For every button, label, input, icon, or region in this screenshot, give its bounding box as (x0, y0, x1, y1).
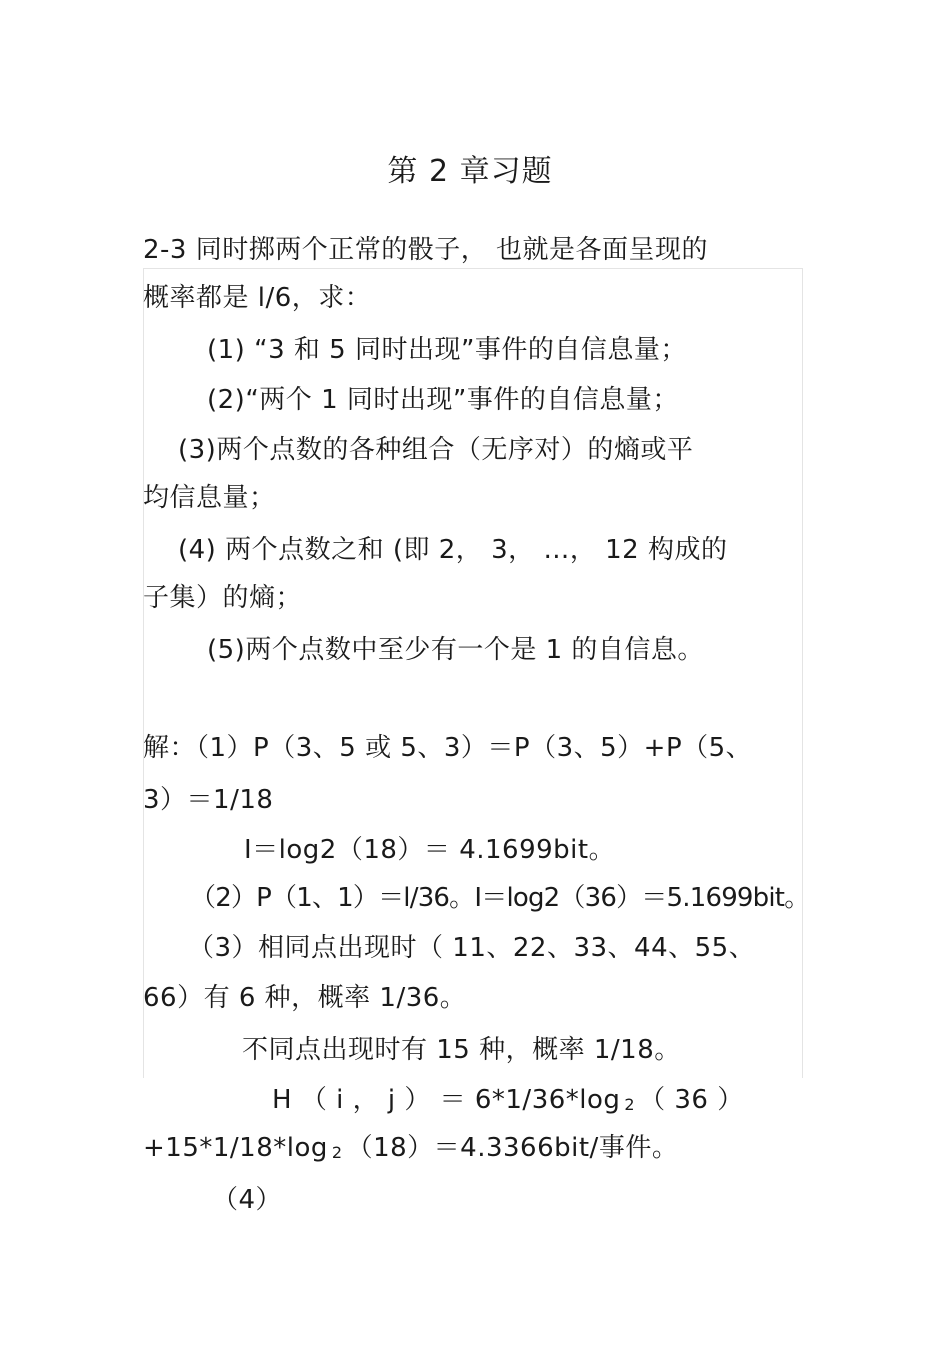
solution-3-line-5 (143, 1132, 678, 1169)
formula-h-tail: （ 36 ） (639, 1085, 744, 1115)
solution-1-line-1: 解：（1）P（3、5 或 5、3）＝P（3、5）+P（5、 (143, 733, 753, 763)
question-4-line-1: (4) 两个点数之和 (即 2， 3， …， 12 构成的 (178, 535, 728, 565)
solution-1-line-3: I＝log2（18）＝ 4.1699bit。 (244, 835, 616, 865)
solution-3-line-1: （3）相同点出现时（ 11、22、33、44、55、 (188, 933, 756, 963)
question-3-line-1: (3)两个点数的各种组合（无序对）的熵或平 (178, 435, 694, 465)
problem-line-2: 概率都是 l/6，求： (143, 283, 372, 313)
question-5: (5)两个点数中至少有一个是 1 的自信息。 (207, 635, 704, 665)
question-3-line-2: 均信息量； (143, 483, 276, 513)
formula-h-part: H （ i ， j ） ＝ 6*1/36*log (272, 1085, 621, 1115)
solution-3-line-4 (272, 1084, 744, 1121)
solution-1-line-2: 3）＝1/18 (143, 785, 274, 815)
formula-sum-tail: （18）＝4.3366bit/事件。 (346, 1133, 679, 1163)
log-subscript: 2 (624, 1095, 636, 1114)
solution-3-line-3: 不同点出现时有 15 种，概率 1/18。 (242, 1035, 681, 1065)
log-subscript-2: 2 (331, 1143, 343, 1162)
solution-2: （2）P（1、1）＝l/36。I＝log2（36）＝5.1699bit。 (190, 883, 810, 913)
solution-3-line-2: 66）有 6 种，概率 1/36。 (143, 983, 467, 1013)
question-1: (1) “3 和 5 同时出现”事件的自信息量； (207, 335, 687, 365)
question-2: (2)“两个 1 同时出现”事件的自信息量； (207, 385, 679, 415)
page-title: 第 2 章习题 (387, 154, 553, 189)
problem-line-1: 2-3 同时掷两个正常的骰子， 也就是各面呈现的 (143, 235, 708, 265)
solution-4: （4） (212, 1185, 283, 1215)
formula-sum-part: +15*1/18*log (143, 1133, 328, 1163)
question-4-line-2: 子集）的熵； (143, 583, 303, 613)
